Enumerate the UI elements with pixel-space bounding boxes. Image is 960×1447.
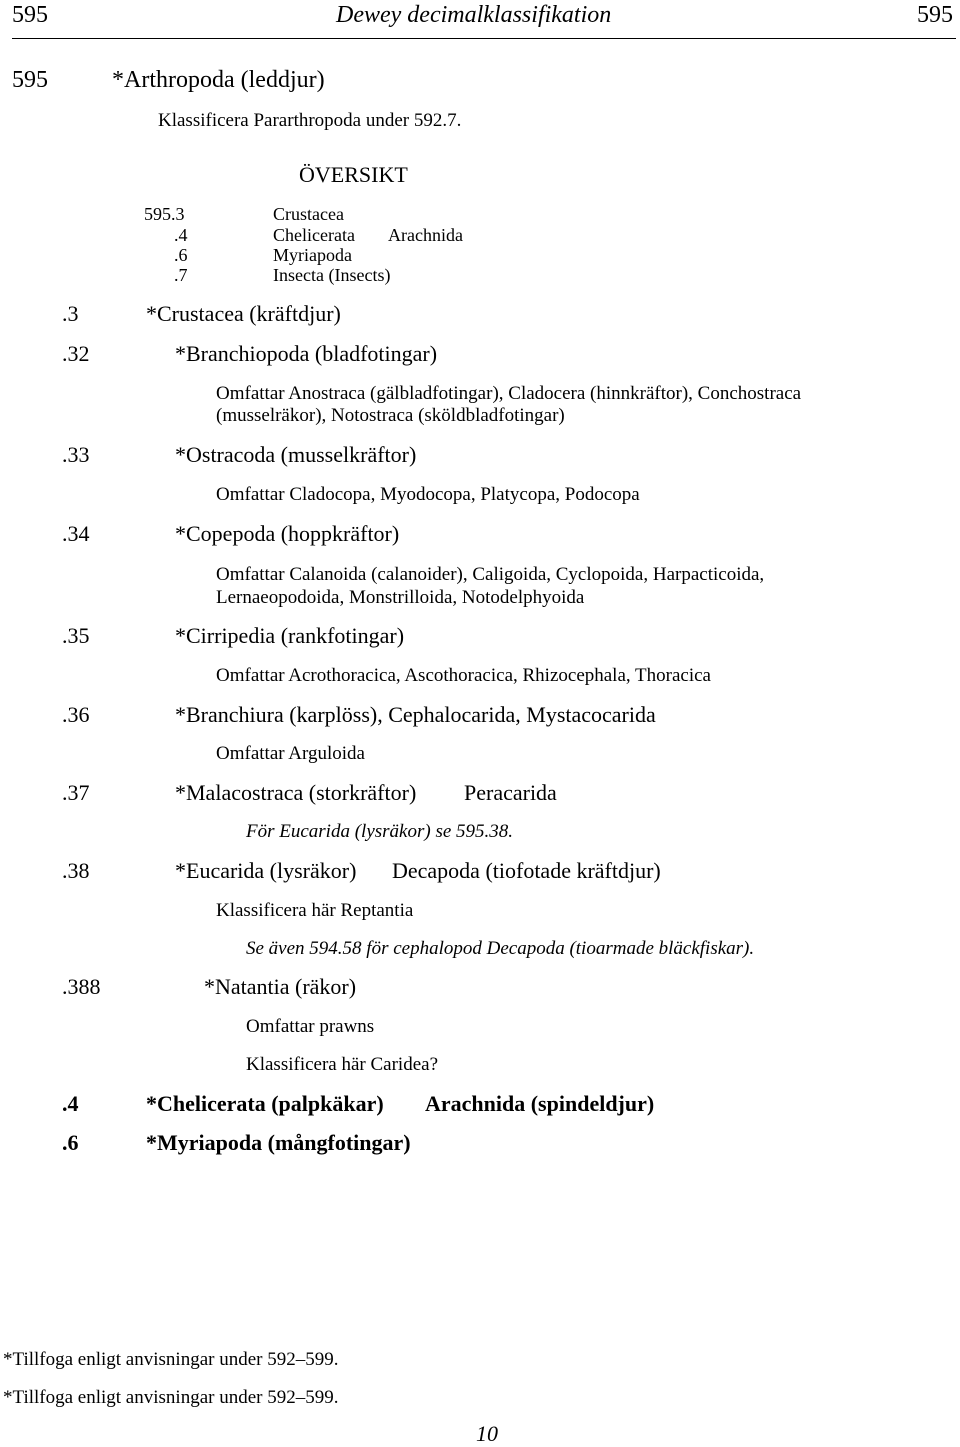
entry-title: *Branchiopoda (bladfotingar) [175,341,438,366]
entry-number: .36 [62,702,90,727]
entry-see-note: För Eucarida (lysräkor) se 595.38. [246,821,514,842]
section-note: Klassificera Pararthropoda under 592.7. [158,110,462,131]
entry-note: Omfattar prawns [246,1016,375,1037]
entry-title: *Malacostraca (storkräftor) [175,780,417,805]
footnote: *Tillfoga enligt anvisningar under 592–599. [3,1349,339,1370]
entry-note: Omfattar Anostraca (gälbladfotingar), Cladocera (hinnkräftor), Conchostraca [216,383,802,404]
entry-title: *Natantia (räkor) [204,974,357,999]
entry-title: *Copepoda (hoppkräftor) [175,521,400,546]
overview-heading: ÖVERSIKT [299,162,408,187]
entry-number: .32 [62,341,90,366]
overview-label: Myriapoda [273,245,352,265]
entry-number: .4 [62,1091,79,1116]
header-title: Dewey decimalklassifikation [336,2,612,28]
overview-num: .4 [174,225,188,245]
entry-extra: Peracarida [464,780,557,805]
entry-note: Omfattar Acrothoracica, Ascothoracica, Rhizocephala, Thoracica [216,665,711,686]
entry-title: *Cirripedia (rankfotingar) [175,623,405,648]
entry-title: *Crustacea (kräftdjur) [146,301,341,326]
entry-number: .3 [62,301,79,326]
overview-num: .6 [174,245,188,265]
overview-label: Crustacea [273,204,344,224]
entry-number: .388 [62,974,101,999]
header-left-number: 595 [12,2,48,28]
overview-num: .7 [174,265,188,285]
header-right-number: 595 [917,2,953,28]
page-number: 10 [476,1421,498,1446]
entry-number: .38 [62,858,90,883]
section-title: *Arthropoda (leddjur) [112,67,325,93]
entry-number: .6 [62,1130,79,1155]
entry-number: .34 [62,521,90,546]
header-rule [12,38,956,39]
entry-note: Klassificera här Reptantia [216,900,414,921]
entry-extra: Decapoda (tiofotade kräftdjur) [392,858,661,883]
entry-note: Omfattar Calanoida (calanoider), Caligoida, Cyclopoida, Harpacticoida, [216,564,765,585]
entry-note: Klassificera här Caridea? [246,1054,439,1075]
overview-extra: Arachnida [388,225,463,245]
entry-title: *Branchiura (karplöss), Cephalocarida, Mystacocarida [175,702,656,727]
entry-note: Omfattar Cladocopa, Myodocopa, Platycopa, Podocopa [216,484,640,505]
entry-number: .37 [62,780,90,805]
entry-title: *Ostracoda (musselkräftor) [175,442,417,467]
entry-see-note: Se även 594.58 för cephalopod Decapoda (tioarmade bläckfiskar). [246,938,755,959]
overview-label: Insecta (Insects) [273,265,391,285]
entry-title: *Chelicerata (palpkäkar) [146,1091,384,1116]
entry-number: .33 [62,442,90,467]
entry-title: *Myriapoda (mångfotingar) [146,1130,411,1155]
entry-extra: Arachnida (spindeldjur) [425,1091,655,1116]
overview-num: 595.3 [144,204,185,224]
entry-title: *Eucarida (lysräkor) [175,858,357,883]
entry-note: (musselräkor), Notostraca (sköldbladfotingar) [216,405,565,426]
footnote: *Tillfoga enligt anvisningar under 592–599. [3,1387,339,1408]
overview-label: Chelicerata [273,225,355,245]
entry-note: Omfattar Arguloida [216,743,365,764]
entry-note: Lernaeopodoida, Monstrilloida, Notodelphyoida [216,587,585,608]
entry-number: .35 [62,623,90,648]
section-number: 595 [12,67,48,93]
